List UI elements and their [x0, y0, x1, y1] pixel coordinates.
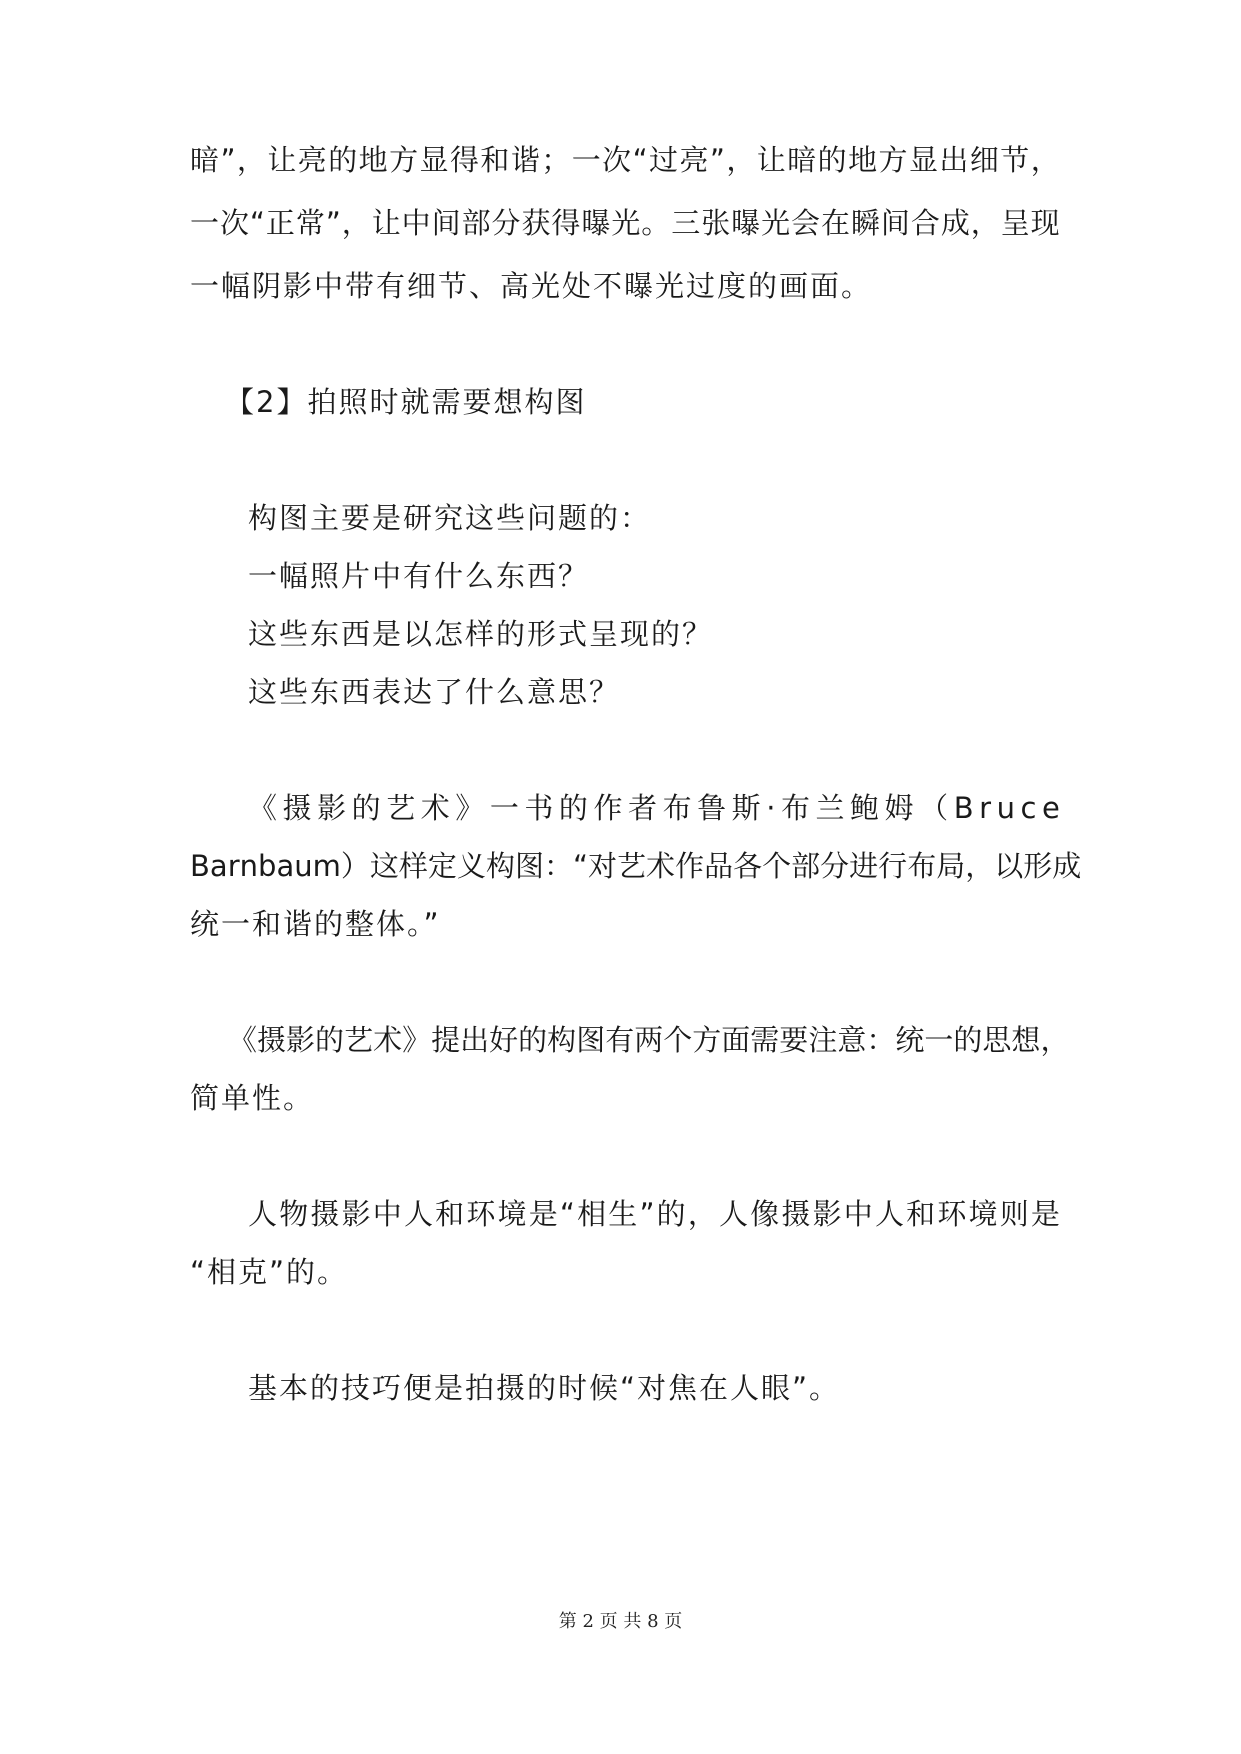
paragraph-line: B a r n b a u m ） 这 样 定 义 构 图 ： “ 对 艺 术 作 品 各 个 部 分 进 行 布 局 ， 以 形 成 — [190, 849, 1082, 883]
section-heading: 【2】拍照时就需要想构图 — [225, 385, 587, 419]
paragraph-line: 基本的技巧便是拍摄的时候“对焦在人眼”。 — [248, 1371, 841, 1405]
paragraph-line: 人 物 摄 影 中 人 和 环 境 是 “ 相 生 ” 的 ， 人 像 摄 影 中 人 和 环 境 则 是 — [248, 1197, 1060, 1231]
paragraph-line: 构图主要是研究这些问题的： — [248, 501, 652, 535]
page-number-footer: 第 2 页 共 8 页 — [558, 1611, 683, 1632]
paragraph-line: 简单性。 — [190, 1081, 315, 1115]
list-item: 这些东西表达了什么意思？ — [248, 675, 621, 709]
paragraph-line: 《 摄 影 的 艺 术 》 提 出 好 的 构 图 有 两 个 方 面 需 要 注 意 ： 统 一 的 思 想 ， — [228, 1023, 1070, 1057]
paragraph-line: 《 摄 影 的 艺 术 》 一 书 的 作 者 布 鲁 斯 · 布 兰 鲍 姆 （ B r u c e — [248, 791, 1060, 825]
paragraph-line: 一幅阴影中带有细节、高光处不曝光过度的画面。 — [190, 269, 873, 303]
list-item: 这些东西是以怎样的形式呈现的？ — [248, 617, 714, 651]
paragraph-line: “相克”的。 — [190, 1255, 349, 1289]
list-item: 一幅照片中有什么东西？ — [248, 559, 590, 593]
paragraph-line: 一 次 “ 正 常 ” ， 让 中 间 部 分 获 得 曝 光 。 三 张 曝 光 会 在 瞬 间 合 成 ， 呈 现 — [190, 206, 1060, 240]
paragraph-line: 统一和谐的整体。” — [190, 907, 441, 941]
paragraph-line: 暗 ” ， 让 亮 的 地 方 显 得 和 谐 ； 一 次 “ 过 亮 ” ， 让 暗 的 地 方 显 出 细 节 ， — [190, 143, 1060, 177]
